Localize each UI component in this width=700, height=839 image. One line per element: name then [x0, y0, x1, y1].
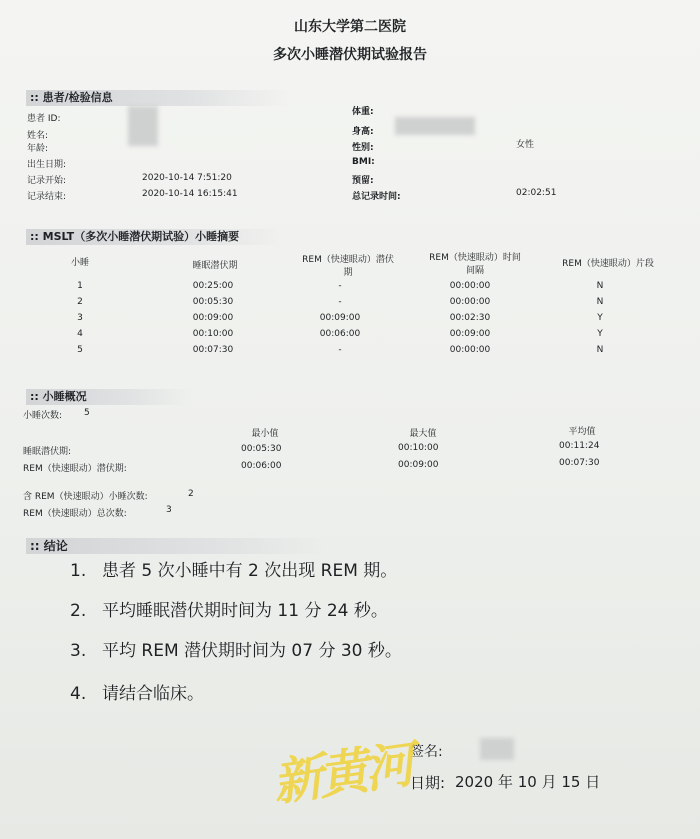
overview-rem-latency-avg: 00:07:30 — [559, 458, 600, 468]
mslt-cell: 00:09:00 — [192, 313, 234, 323]
report-title: 多次小睡潜伏期试验报告 — [273, 47, 427, 63]
mslt-cell: 00:09:00 — [449, 329, 491, 339]
overview-rem-latency-min: 00:06:00 — [241, 461, 282, 471]
height-label: 身高: — [352, 127, 374, 137]
overview-section-heading: :: 小睡概况 — [26, 389, 190, 405]
mslt-cell: 00:00:00 — [449, 345, 491, 355]
conclusion-section-heading: :: 结论 — [26, 538, 330, 554]
nap-count-label: 小睡次数: — [23, 411, 63, 421]
mslt-cell: 00:25:00 — [192, 281, 234, 291]
name-label: 姓名: — [27, 131, 49, 141]
record-end-value: 2020-10-14 16:15:41 — [142, 189, 238, 199]
mslt-cell: 00:07:30 — [192, 345, 234, 355]
conclusion-item: 4. 请结合临床。 — [70, 684, 204, 704]
overview-rem-latency-label: REM（快速眼动）潜伏期: — [23, 464, 127, 474]
rem-naps-value: 2 — [188, 489, 194, 499]
birth-date-label: 出生日期: — [27, 160, 67, 170]
col-header-rem-latency: REM（快速眼动）潜伏 期 — [302, 255, 394, 278]
mslt-cell: 00:09:00 — [319, 313, 361, 323]
redacted-signature — [480, 738, 514, 760]
header-avg: 平均值 — [568, 427, 596, 437]
rem-naps-label: 含 REM（快速眼动）小睡次数: — [23, 492, 148, 502]
patient-section-heading: :: 患者/检验信息 — [26, 90, 290, 106]
col-header-sleep-latency: 睡眠潜伏期 — [192, 261, 238, 271]
date-label: 日期: — [410, 774, 446, 792]
mslt-cell: 5 — [77, 345, 83, 355]
redacted-patient-info — [128, 106, 158, 146]
mslt-section-heading: :: MSLT（多次小睡潜伏期试验）小睡摘要 — [26, 229, 285, 245]
weight-label: 体重: — [352, 107, 374, 117]
patient-id-label: 患者 ID: — [27, 114, 61, 124]
mslt-cell: N — [596, 281, 604, 291]
overview-sleep-latency-label: 睡眠潜伏期: — [23, 447, 72, 457]
nap-count-value: 5 — [84, 408, 90, 418]
mslt-cell: N — [596, 297, 604, 307]
mslt-cell: 1 — [77, 281, 83, 291]
reserved-label: 预留: — [352, 176, 374, 186]
header-max: 最大值 — [409, 429, 437, 439]
col-header-nap: 小睡 — [70, 258, 89, 268]
mslt-cell: Y — [597, 329, 603, 339]
redacted-height — [395, 117, 475, 135]
total-record-time-label: 总记录时间: — [352, 192, 401, 202]
signature-label: 签名: — [410, 744, 443, 760]
overview-sleep-latency-avg: 00:11:24 — [559, 441, 600, 451]
age-label: 年龄: — [27, 144, 49, 154]
conclusion-item: 1. 患者 5 次小睡中有 2 次出现 REM 期。 — [70, 561, 398, 581]
mslt-cell: - — [338, 297, 342, 307]
col-header-rem-interval: REM（快速眼动）时间 间隔 — [429, 253, 521, 276]
mslt-cell: N — [596, 345, 604, 355]
mslt-cell: 00:10:00 — [192, 329, 234, 339]
mslt-cell: 00:00:00 — [449, 281, 491, 291]
hospital-name: 山东大学第二医院 — [294, 19, 406, 35]
watermark-logo: 新黄河 — [269, 734, 414, 813]
conclusion-item: 2. 平均睡眠潜伏期时间为 11 分 24 秒。 — [70, 601, 388, 621]
sex-label: 性别: — [352, 143, 374, 153]
bmi-label: BMI: — [352, 157, 375, 167]
rem-total-value: 3 — [166, 505, 172, 515]
mslt-cell: 4 — [77, 329, 83, 339]
col-header-rem-segment: REM（快速眼动）片段 — [562, 259, 654, 269]
mslt-cell: - — [338, 281, 342, 291]
mslt-cell: 00:06:00 — [319, 329, 361, 339]
record-start-label: 记录开始: — [27, 176, 67, 186]
total-record-time-value: 02:02:51 — [516, 188, 557, 198]
overview-sleep-latency-min: 00:05:30 — [241, 444, 282, 454]
record-end-label: 记录结束: — [27, 192, 67, 202]
sex-value: 女性 — [516, 140, 535, 150]
header-min: 最小值 — [251, 429, 279, 439]
rem-total-label: REM（快速眼动）总次数: — [23, 509, 127, 519]
conclusion-item: 3. 平均 REM 潜伏期时间为 07 分 30 秒。 — [70, 641, 402, 661]
mslt-cell: Y — [597, 313, 603, 323]
record-start-value: 2020-10-14 7:51:20 — [142, 173, 232, 183]
mslt-cell: 00:02:30 — [449, 313, 491, 323]
mslt-cell: - — [338, 345, 342, 355]
mslt-cell: 2 — [77, 297, 83, 307]
mslt-cell: 00:05:30 — [192, 297, 234, 307]
mslt-cell: 00:00:00 — [449, 297, 491, 307]
date-value: 2020 年 10 月 15 日 — [455, 773, 601, 791]
overview-rem-latency-max: 00:09:00 — [398, 460, 439, 470]
mslt-cell: 3 — [77, 313, 83, 323]
overview-sleep-latency-max: 00:10:00 — [398, 443, 439, 453]
